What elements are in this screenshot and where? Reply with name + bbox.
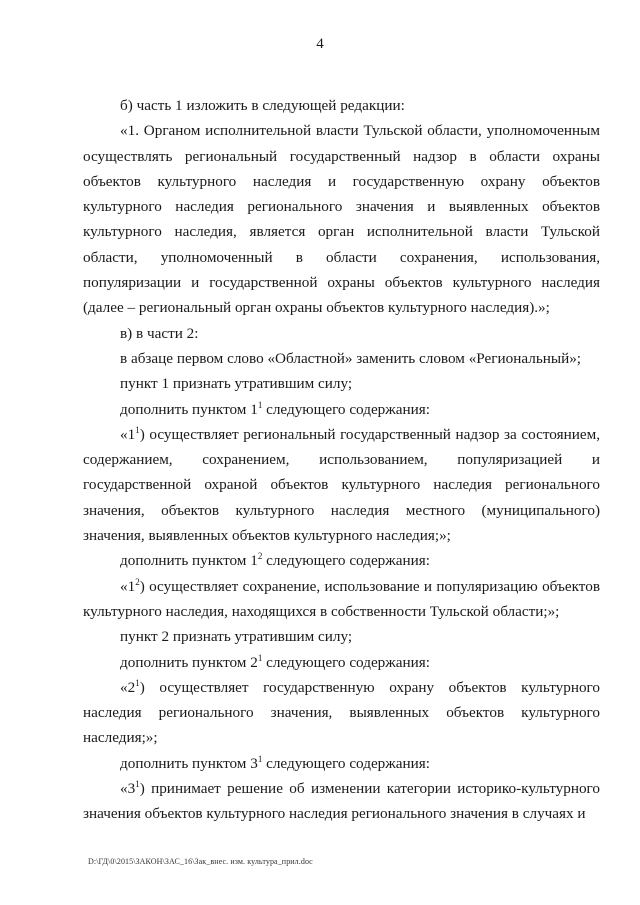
text-post: ) осуществляет региональный государственный надзор за состоянием, содержанием, сохранением, использованием, популяризацией и государственной охраной объектов культурного наследия регионального значения, объектов культурного наследия местного (муниципального) значения, выявленных объектов культурного наследия;»; bbox=[83, 425, 600, 545]
paragraph-add-item-1-2 bbox=[83, 548, 600, 573]
text-post: следующего содержания: bbox=[262, 653, 430, 671]
text-pre: дополнить пунктом 3 bbox=[120, 754, 258, 772]
superscript: 1 bbox=[257, 399, 263, 410]
paragraph-item-1-1-text bbox=[83, 422, 600, 548]
paragraph-add-item-2-1 bbox=[83, 650, 600, 675]
text-pre: «2 bbox=[120, 678, 136, 696]
paragraph-item-2-1-text bbox=[83, 675, 600, 751]
text-post: следующего содержания: bbox=[262, 552, 430, 570]
paragraph-part1-amendment: б) часть 1 изложить в следующей редакции: bbox=[120, 97, 405, 114]
paragraph-item2-void: пункт 2 признать утратившим силу; bbox=[120, 628, 353, 646]
text-post: ) осуществляет государственную охрану объектов культурного наследия регионального значения, выявленных объектов культурного наследия;»; bbox=[83, 678, 600, 747]
paragraph-part1-new-text: «1. Органом исполнительной власти Тульской области, уполномоченным осуществлять региональный государственный надзор в области охраны объектов культурного наследия и государственную охрану объектов культурного наследия регионального значения и выявленных объектов культурного наследия, является орган исполнительной власти Тульской области, уполномоченный в области сохранения, использования, популяризации и государственной охраны объектов культурного наследия (далее – региональный орган охраны объектов культурного наследия).»; bbox=[83, 122, 600, 317]
text-pre: дополнить пунктом 1 bbox=[120, 552, 258, 570]
footer-file-path: D:\ГД\0\2015\ЗАКОН\ЗАС_16\Зак_внес. изм. культура_прил.doc bbox=[88, 857, 313, 866]
text-post: следующего содержания: bbox=[262, 400, 430, 418]
text-post: ) осуществляет сохранение, использование и популяризацию объектов культурного наследия, находящихся в собственности Тульской области;»; bbox=[83, 577, 600, 620]
paragraph-item-1-2-text bbox=[83, 574, 600, 625]
text-post: ) принимает решение об изменении категории историко-культурного значения объектов культурного наследия регионального значения в случаях и bbox=[83, 780, 600, 823]
superscript: 1 bbox=[135, 677, 140, 688]
paragraph-part2-intro: в) в части 2: bbox=[120, 324, 199, 342]
superscript: 1 bbox=[135, 779, 140, 790]
superscript: 2 bbox=[135, 576, 140, 587]
page-number: 4 bbox=[316, 36, 324, 52]
text-pre: «3 bbox=[120, 780, 136, 798]
superscript: 1 bbox=[257, 652, 263, 663]
superscript: 1 bbox=[257, 753, 263, 764]
text-pre: «1 bbox=[120, 577, 136, 595]
paragraph-item1-void: пункт 1 признать утратившим силу; bbox=[120, 375, 353, 393]
text-pre: «1 bbox=[120, 425, 136, 443]
paragraph-item-3-1-text bbox=[83, 776, 600, 827]
superscript: 2 bbox=[257, 551, 263, 562]
text-pre: дополнить пунктом 2 bbox=[120, 653, 258, 671]
text-pre: дополнить пунктом 1 bbox=[120, 400, 258, 418]
paragraph-replace-word: в абзаце первом слово «Областной» заменить словом «Региональный»; bbox=[120, 349, 582, 367]
paragraph-add-item-1-1 bbox=[83, 397, 600, 422]
text-post: следующего содержания: bbox=[262, 754, 430, 772]
paragraph-add-item-3-1 bbox=[83, 751, 600, 776]
document-body bbox=[83, 93, 600, 827]
superscript: 1 bbox=[135, 424, 140, 435]
